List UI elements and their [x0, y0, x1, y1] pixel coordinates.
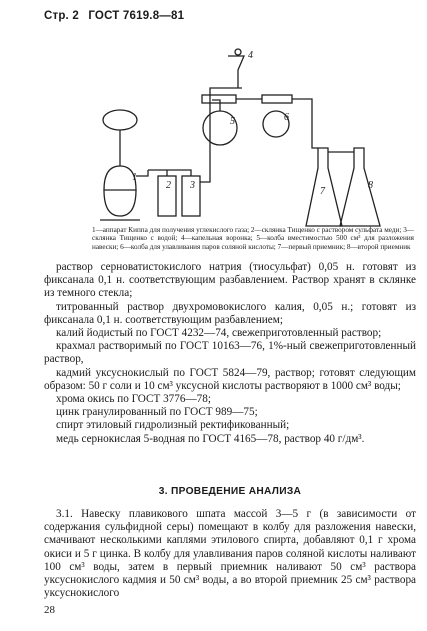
paragraph: крахмал растворимый по ГОСТ 10163—76, 1%-ный свежеприготовленный раствор, — [44, 340, 416, 366]
label-8: 8 — [368, 180, 373, 191]
standard-number: ГОСТ 7619.8—81 — [88, 10, 185, 22]
paragraph: цинк гранулированный по ГОСТ 989—75; — [56, 406, 258, 419]
label-1: 1 — [132, 172, 137, 183]
label-7: 7 — [320, 186, 325, 197]
paragraph: калий йодистый по ГОСТ 4232—74, свежеприготовленный раствор; — [56, 327, 382, 340]
page-header — [44, 10, 190, 22]
paragraph: 3.1. Навеску плавикового шпата массой 3—5 г (в зависимости от содержания сульфидной серы) помещают в колбу для разложения навески, смачивают несколькими каплями этилового спирта, добавляют 0,1 г хрома окиси и 5 г цинка. В колбу для улавливания паров соляной кислоты наливают 100 см³ воды, затем в первый приемник наливают 50 см³ раствора уксуснокислого кадмия и 50 см³ воды, а во второй приемник 25 см³ раствора уксуснокислого — [44, 508, 416, 600]
label-5: 5 — [230, 116, 235, 127]
paragraph: медь сернокислая 5-водная по ГОСТ 4165—78, раствор 40 г/дм³. — [56, 432, 365, 445]
paragraph: титрованный раствор двухромовокислого калия, 0,05 н.; готовят из фиксанала 0,1 н. соответствующим разбавлением; — [44, 300, 416, 326]
paragraph: кадмий уксуснокислый по ГОСТ 5824—79, раствор; готовят следующим образом: 50 г соли и 10 см³ уксусной кислоты растворяют в 1000 см³ воды; — [44, 366, 416, 392]
paragraph: раствор серноватистокислого натрия (тиосульфат) 0,05 н. готовят из фиксанала 0,1 н. соответствующим разбавлением. Раствор хранят в склянке из темного стекла; — [44, 261, 416, 300]
figure-caption: 1—аппарат Киппа для получения углекислого газа; 2—склянка Тищенко с раствором сульфата меди; 3—склянка Тищенко с водой; 4—капельная воронка; 5—колба вместимостью 500 см³ для разложения навески; 6—колба для улавливания паров соляной кислоты; 7—первый приемник; 8—второй приемник — [92, 226, 414, 251]
paragraph: хрома окись по ГОСТ 3776—78; — [56, 393, 211, 406]
label-2: 2 — [166, 180, 171, 191]
label-3: 3 — [190, 180, 195, 191]
page-label: Стр. 2 — [44, 10, 79, 22]
paragraph: спирт этиловый гидролизный ректификованный; — [56, 419, 290, 432]
section-title: 3. ПРОВЕДЕНИЕ АНАЛИЗА — [158, 486, 302, 497]
label-4: 4 — [248, 50, 253, 61]
label-6: 6 — [284, 112, 289, 123]
apparatus-diagram — [92, 48, 412, 228]
reagent-list — [44, 261, 416, 446]
page-number: 28 — [44, 604, 55, 616]
section-body — [44, 508, 416, 600]
